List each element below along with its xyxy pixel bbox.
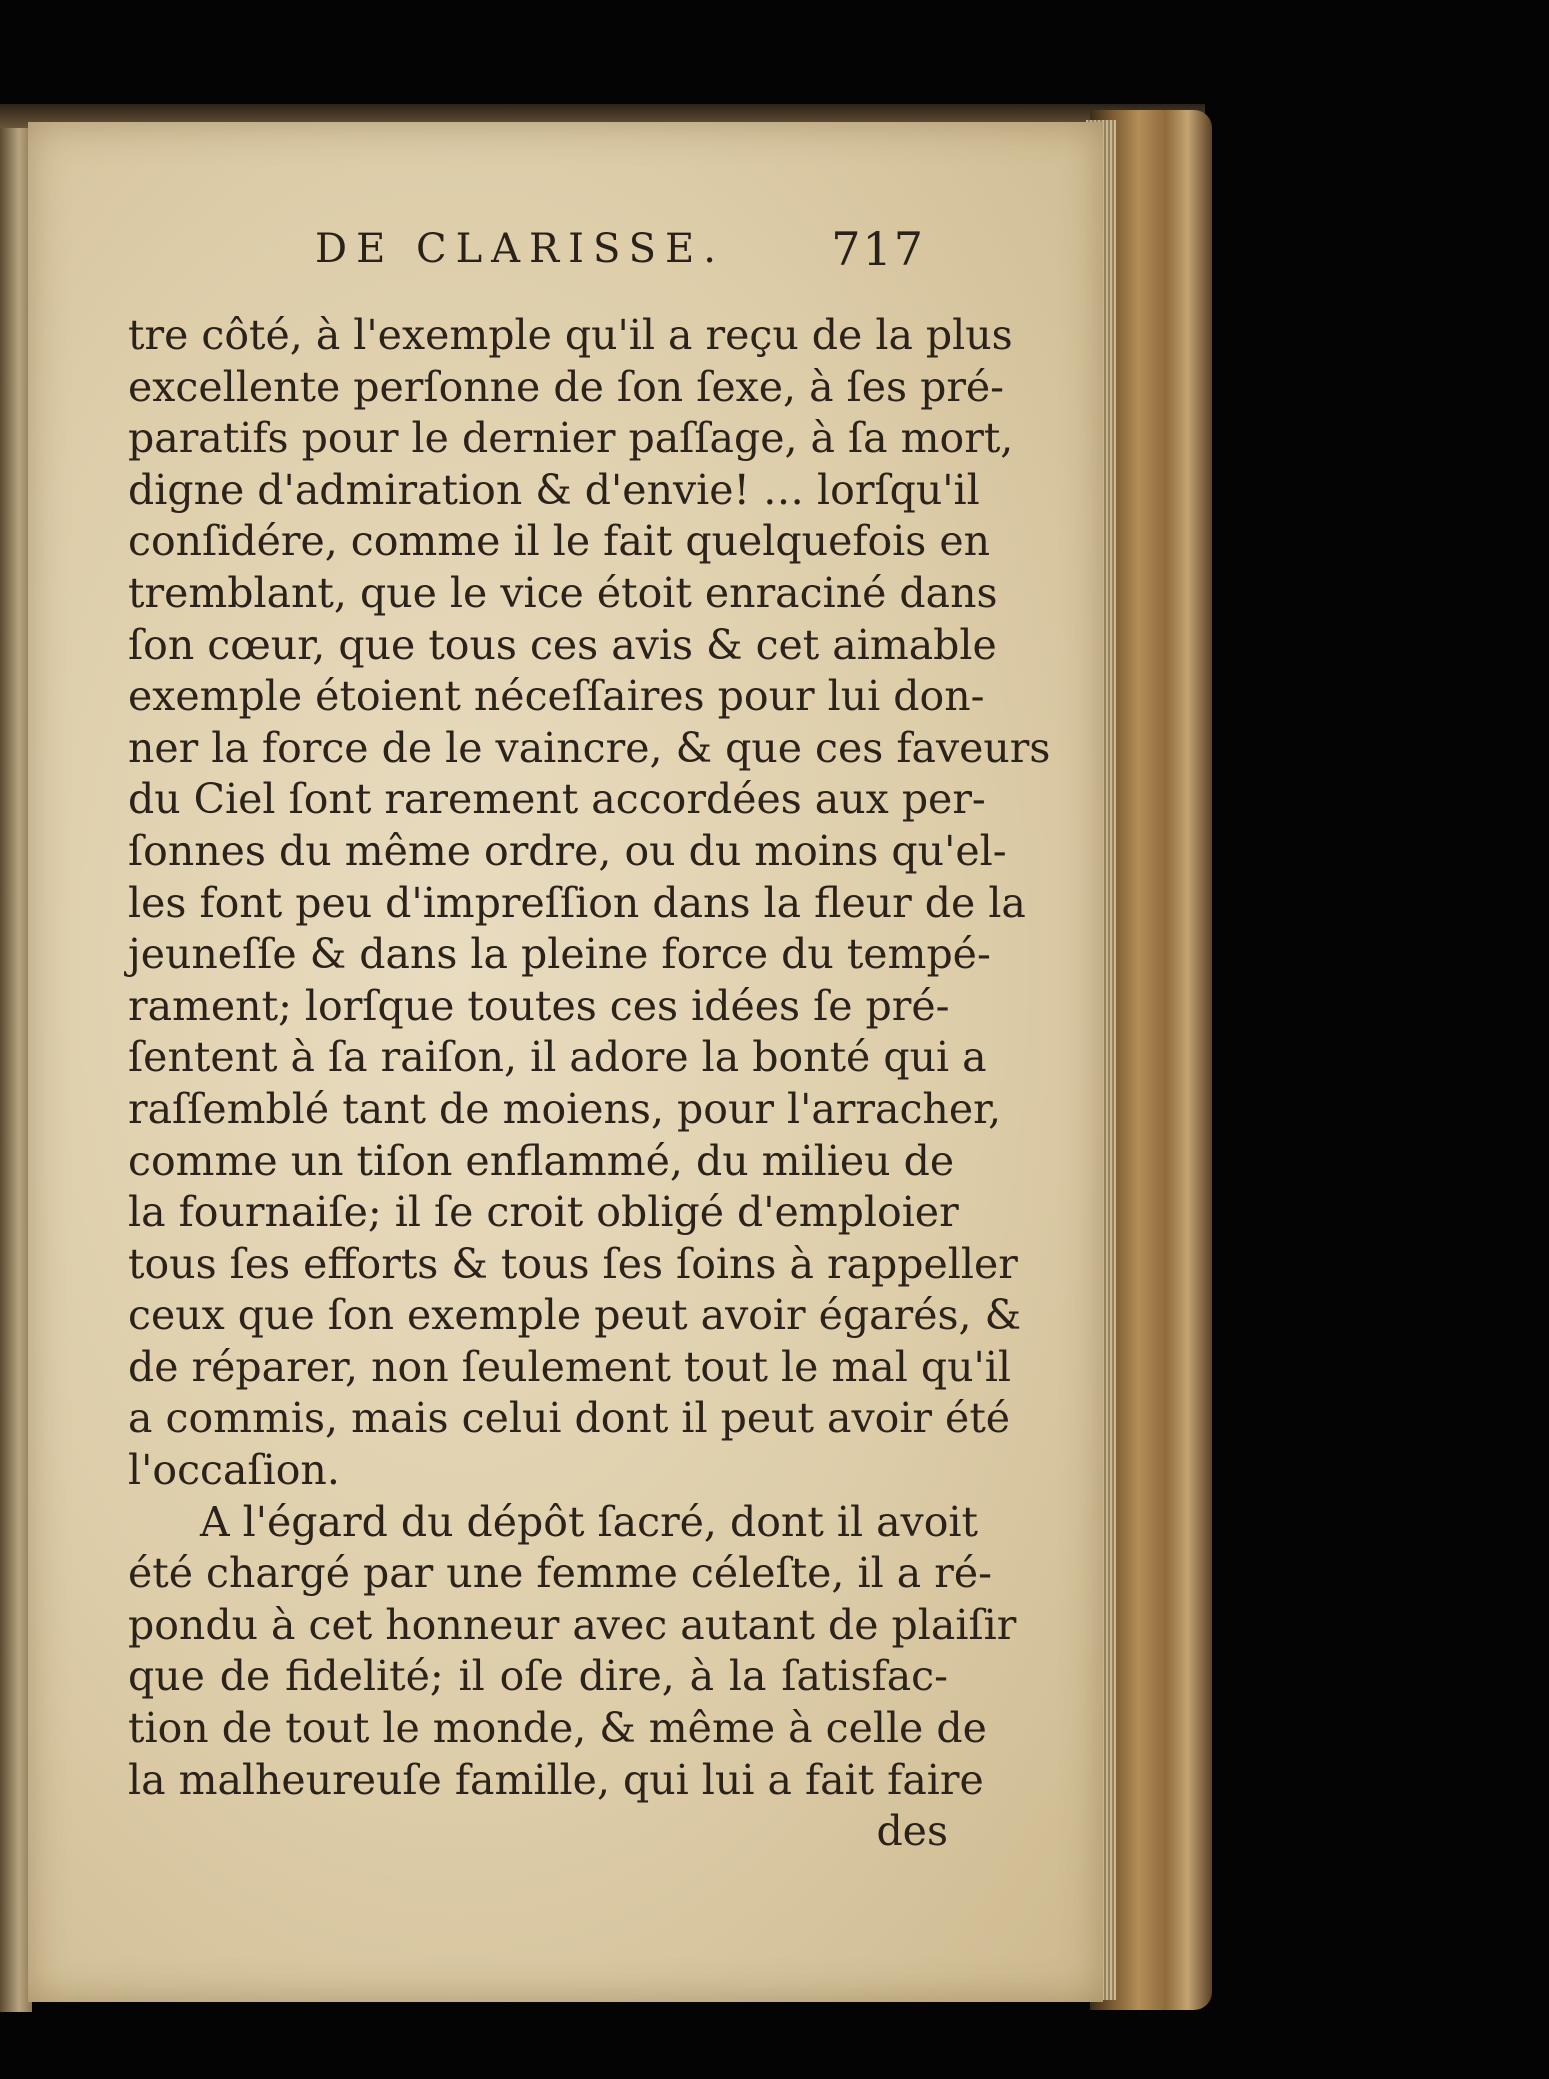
text-line: ſonnes du même ordre, ou du moins qu'el-: [128, 826, 1007, 875]
text-line: la malheureuſe famille, qui lui a fait faire: [128, 1755, 984, 1804]
text-line: raſſemblé tant de moiens, pour l'arracher,: [128, 1084, 1002, 1133]
text-line: été chargé par une femme céleſte, il a ré-: [128, 1549, 992, 1598]
body-text: [128, 310, 1051, 1856]
text-line: les font peu d'impreſſion dans la fleur de la: [128, 878, 1026, 927]
text-line: l'occaſion.: [128, 1446, 340, 1495]
text-line: digne d'admiration & d'envie! … lorſqu'il: [128, 465, 980, 514]
text-line: la fournaiſe; il ſe croit obligé d'emploier: [128, 1188, 959, 1237]
page-number: 717: [831, 222, 925, 276]
text-line: ceux que ſon exemple peut avoir égarés, &: [128, 1291, 1022, 1340]
text-line: A l'égard du dépôt ſacré, dont il avoit: [200, 1497, 978, 1546]
text-line: de réparer, non ſeulement tout le mal qu'il: [128, 1342, 1012, 1391]
text-line: que de fidelité; il oſe dire, à la ſatisfac-: [128, 1652, 948, 1701]
text-line: ner la force de le vaincre, & que ces faveurs: [128, 723, 1051, 772]
text-line: du Ciel ſont rarement accordées aux per-: [128, 775, 986, 824]
text-line: tous ſes efforts & tous ſes ſoins à rappeller: [128, 1239, 1018, 1288]
text-line: jeuneſſe & dans la pleine force du tempé-: [128, 930, 991, 979]
text-line: ſon cœur, que tous ces avis & cet aimable: [128, 620, 997, 669]
running-head-title: DE CLARISSE.: [315, 226, 725, 272]
text-line: tion de tout le monde, & même à celle de: [128, 1704, 987, 1753]
text-line: conſidére, comme il le fait quelquefois en: [128, 517, 991, 566]
catchword: des: [876, 1807, 948, 1856]
text-line: a commis, mais celui dont il peut avoir été: [128, 1394, 1011, 1443]
text-line: comme un tiſon enflammé, du milieu de: [128, 1136, 955, 1185]
text-line: pondu à cet honneur avec autant de plaiſir: [128, 1600, 1017, 1649]
running-header: [315, 218, 955, 288]
text-line: ſentent à ſa raiſon, il adore la bonté qui a: [128, 1033, 987, 1082]
text-line: rament; lorſque toutes ces idées ſe pré-: [128, 981, 950, 1030]
text-line: tre côté, à l'exemple qu'il a reçu de la plus: [128, 311, 1013, 359]
text-line: tremblant, que le vice étoit enraciné dans: [128, 568, 998, 617]
text-line: exemple étoient néceſſaires pour lui don-: [128, 672, 985, 721]
text-line: excellente perſonne de ſon ſexe, à ſes pré-: [128, 362, 1005, 411]
text-line: paratifs pour le dernier paſſage, à ſa mort,: [128, 414, 1014, 463]
